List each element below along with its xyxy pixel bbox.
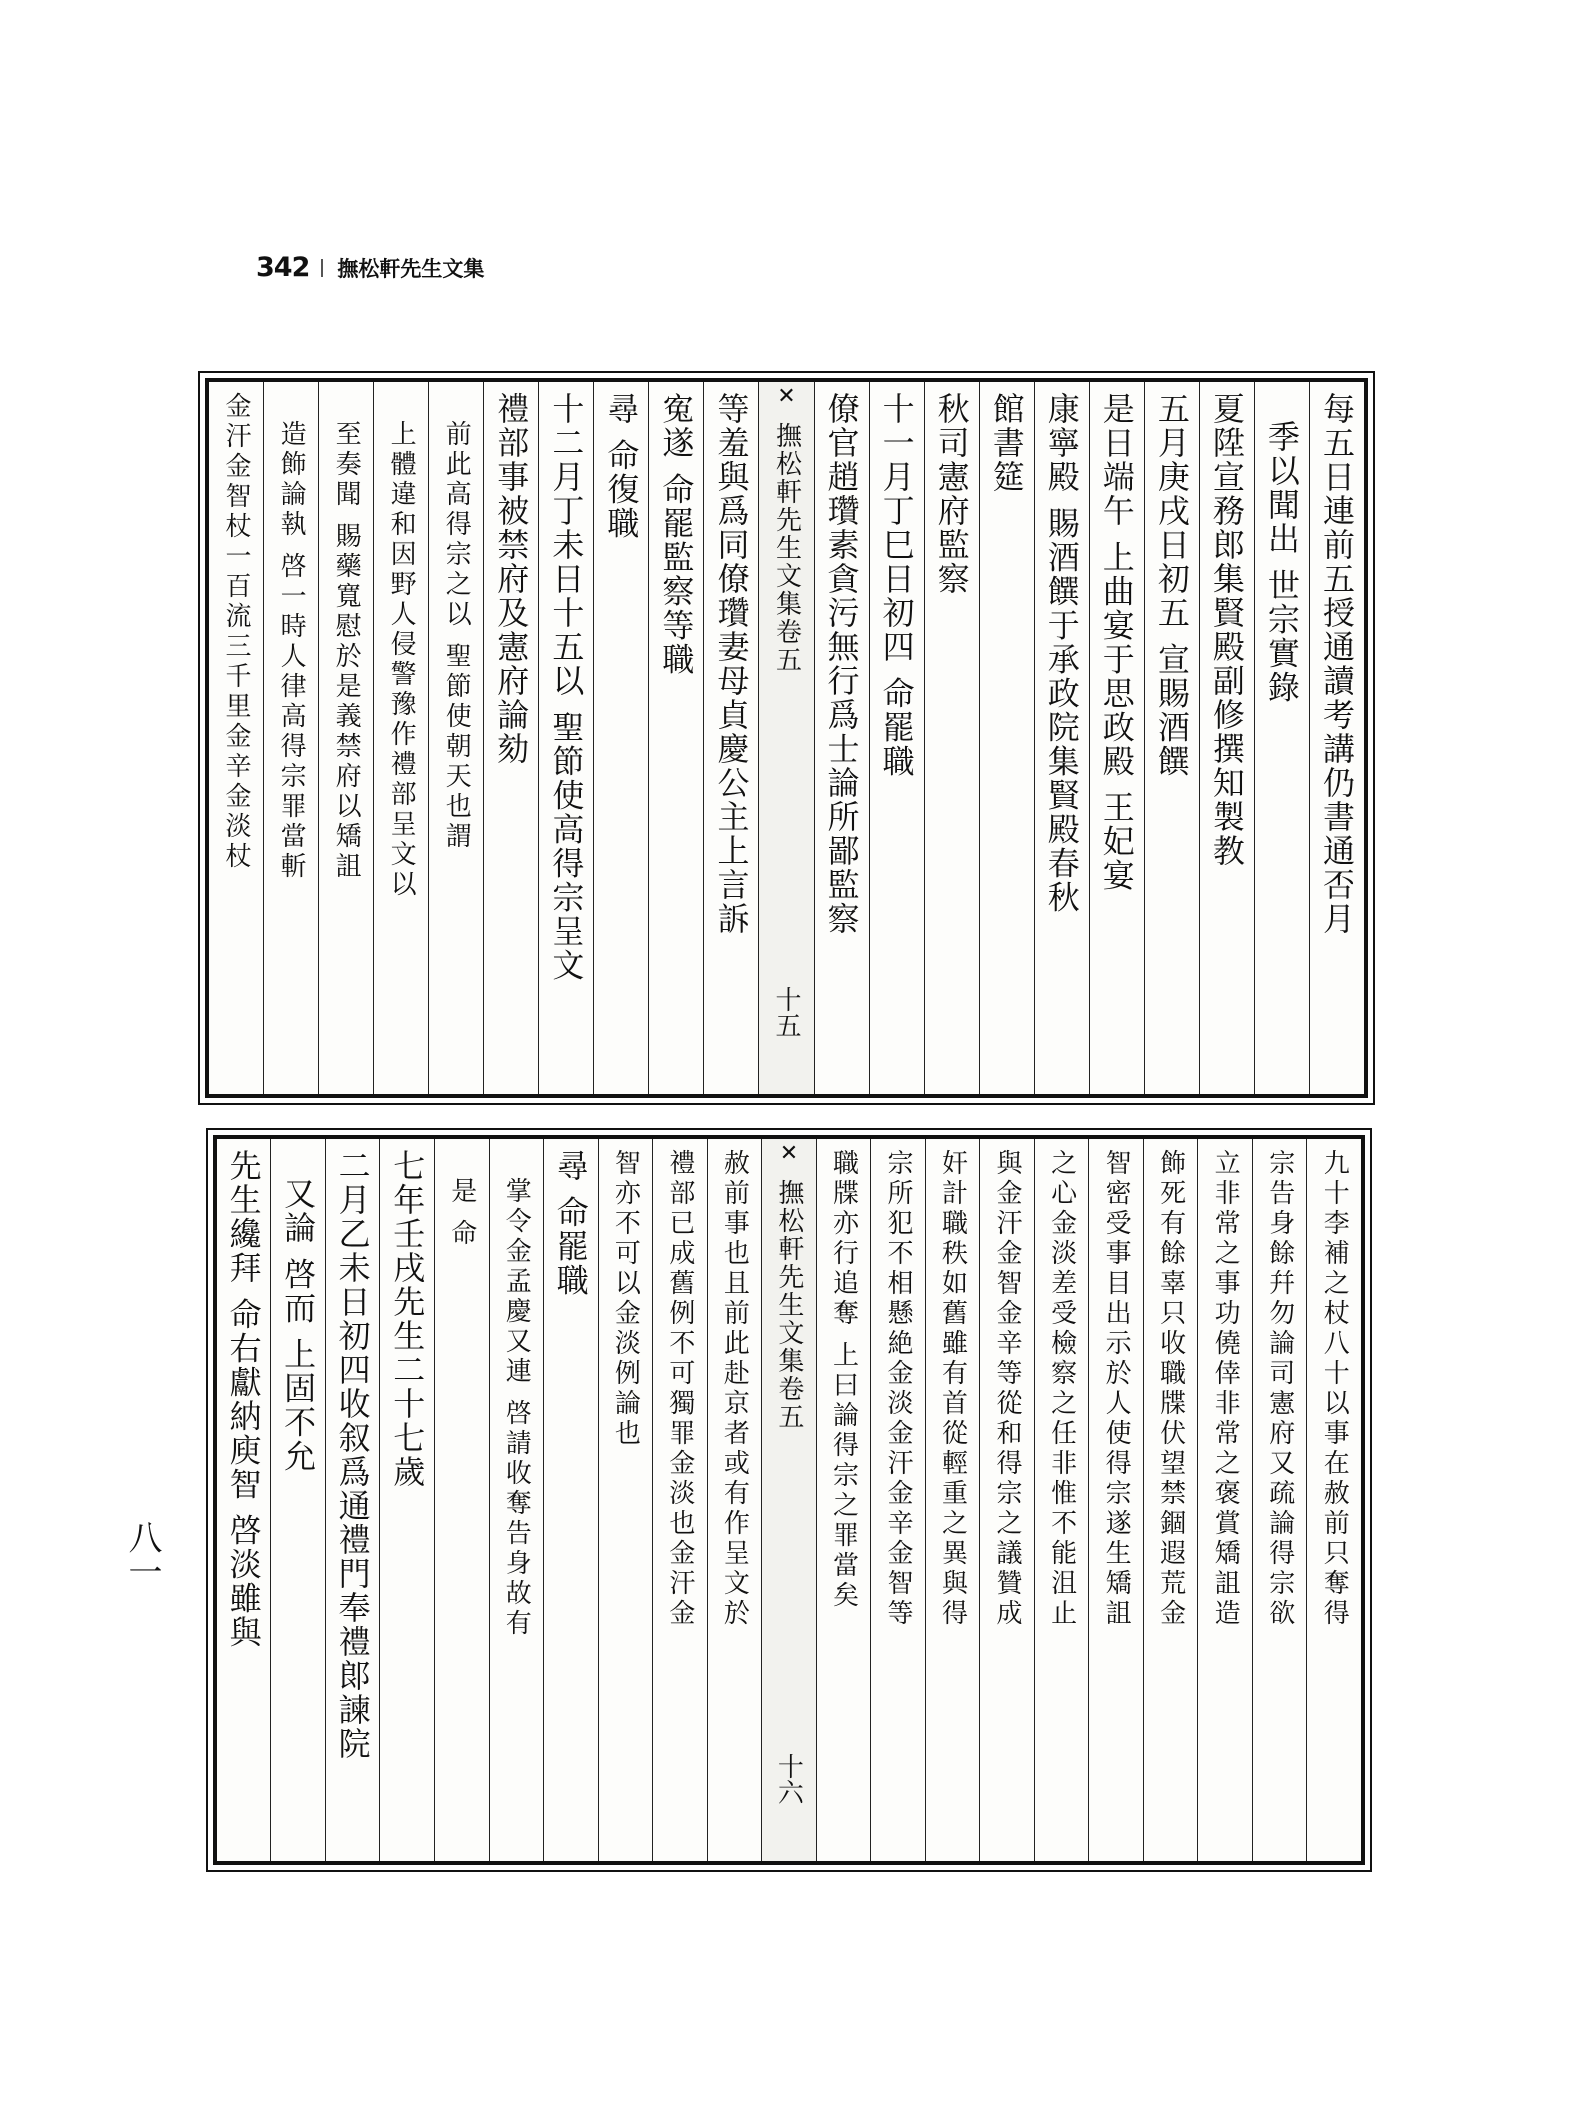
text-column: 至奏聞 賜藥寬慰於是義禁府以矯詛 — [318, 382, 373, 1094]
woodblock-page-upper — [205, 378, 1368, 1098]
text-column: 秋司憲府監察 — [924, 382, 979, 1094]
center-fold — [758, 382, 813, 1094]
fold-title: 撫松軒先生文集卷五 — [773, 1179, 804, 1431]
center-fold — [761, 1139, 816, 1861]
text-column: 館書筵 — [979, 382, 1034, 1094]
fold-page-number: 十六 — [773, 1753, 804, 1805]
text-column: 先生纔拜 命右獻納庾智 啓淡雖與 — [224, 1149, 263, 1650]
text-column: 立非常之事功僥倖非常之褒賞矯詛造 — [1197, 1139, 1252, 1861]
text-column: 僚官趙瓚素貪污無行爲士論所鄙監察 — [814, 382, 869, 1094]
text-column: 寃遂 命罷監察等職 — [648, 382, 703, 1094]
fish-tail-mark-icon: ✕ — [776, 1141, 802, 1166]
text-column: 每五日連前五授通讀考講仍書通否月 — [1309, 382, 1364, 1094]
text-column: 奸計職秩如舊雖有首從輕重之異與得 — [925, 1139, 980, 1861]
text-column: 掌令金孟慶又連 啓請收奪告身故有 — [489, 1139, 544, 1861]
text-column: 季以聞出 世宗實錄 — [1254, 382, 1309, 1094]
running-header — [256, 252, 484, 283]
text-column: 飾死有餘辜只收職牒伏望禁錮遐荒金 — [1143, 1139, 1198, 1861]
side-page-number: 八一 — [122, 1520, 162, 1588]
text-column: 是日端午 上曲宴于思政殿 王妃宴 — [1089, 382, 1144, 1094]
woodblock-page-lower — [213, 1135, 1365, 1865]
text-column: 尋 命復職 — [593, 382, 648, 1094]
text-column: 夏陞宣務郎集賢殿副修撰知製教 — [1199, 382, 1254, 1094]
text-column: 九十李補之杖八十以事在赦前只奪得 — [1306, 1139, 1361, 1861]
text-column: 禮部已成舊例不可獨罪金淡也金汗金 — [652, 1139, 707, 1861]
text-column: 等羞與爲同僚瓚妻母貞慶公主上言訴 — [703, 382, 758, 1094]
text-column: 智密受事目出示於人使得宗遂生矯詛 — [1088, 1139, 1143, 1861]
fish-tail-mark-icon: ✕ — [774, 384, 799, 409]
text-column: 赦前事也且前此赴京者或有作呈文於 — [707, 1139, 762, 1861]
fold-page-number: 十五 — [771, 986, 801, 1038]
text-column: 職牒亦行追奪 上曰論得宗之罪當矣 — [816, 1139, 871, 1861]
book-title: 撫松軒先生文集 — [337, 256, 485, 281]
text-column: 上體違和因野人侵警豫作禮部呈文以 — [373, 382, 428, 1094]
text-column: 前此高得宗之以 聖節使朝天也謂 — [428, 382, 483, 1094]
text-column: 智亦不可以金淡例論也 — [598, 1139, 653, 1861]
text-column: 又論 啓而 上固不允 — [270, 1139, 325, 1861]
text-column: 七年壬戌先生二十七歲 — [379, 1139, 434, 1861]
text-column: 是 命 — [434, 1139, 489, 1861]
fold-title: 撫松軒先生文集卷五 — [771, 422, 802, 674]
text-column: 金汗金智杖一百流三千里金辛金淡杖 — [221, 392, 252, 872]
text-column: 十一月丁巳日初四 命罷職 — [869, 382, 924, 1094]
header-divider — [321, 259, 323, 277]
text-column: 康寧殿 賜酒饌于承政院集賢殿春秋 — [1034, 382, 1089, 1094]
text-column: 造飾論執 啓一時人律高得宗罪當斬 — [263, 382, 318, 1094]
text-column: 之心金淡差受檢察之任非惟不能沮止 — [1034, 1139, 1089, 1861]
text-column: 宗告身餘幷勿論司憲府又疏論得宗欲 — [1252, 1139, 1307, 1861]
text-column: 宗所犯不相懸絶金淡金汗金辛金智等 — [870, 1139, 925, 1861]
text-column: 二月乙未日初四收叙爲通禮門奉禮郞諫院 — [325, 1139, 380, 1861]
text-column: 尋 命罷職 — [543, 1139, 598, 1861]
text-column: 五月庚戌日初五 宣賜酒饌 — [1144, 382, 1199, 1094]
page-number: 342 — [256, 252, 310, 283]
text-column: 禮部事被禁府及憲府論劾 — [483, 382, 538, 1094]
text-column: 十二月丁未日十五以 聖節使高得宗呈文 — [538, 382, 593, 1094]
text-column: 與金汗金智金辛等從和得宗之議贊成 — [979, 1139, 1034, 1861]
